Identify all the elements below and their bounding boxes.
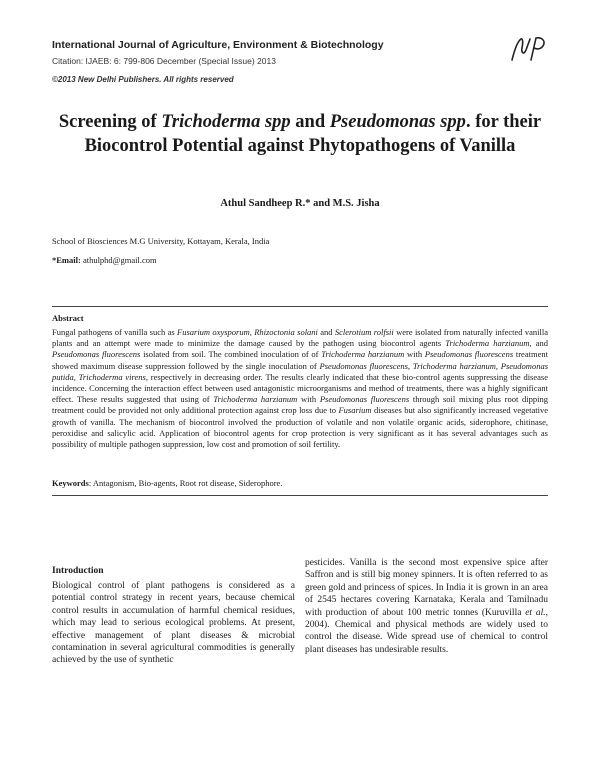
article-title: Screening of Trichoderma spp and Pseudomonas spp. for their Biocontrol Potential against Phytopathogens of Vanilla [58,112,542,156]
publisher-logo [509,34,549,64]
introduction-heading: Introduction [52,566,104,576]
keywords-label: Keywords [52,478,89,488]
intro-left-column: Biological control of plant pathogens is considered as a potential control strategy in recent years, because chemical control results in accumulation of harmful chemical residues, which may lead to serious ecological problems. At present, effective management of plant diseases & microbial contamination in several agricultural commodities is generally achieved by the use of synthetic [52,581,295,666]
authors: Athul Sandheep R.* and M.S. Jisha [220,198,380,209]
affiliation: School of Biosciences M.G University, Kottayam, Kerala, India [52,236,270,246]
email-address: athulphd@gmail.com [80,255,157,265]
email-label: *Email: [52,255,81,265]
journal-name: International Journal of Agriculture, Environment & Biotechnology [52,39,384,51]
email-line [52,255,157,265]
citation: Citation: IJAEB: 6: 799-806 December (Special Issue) 2013 [52,56,276,66]
intro-right-column: pesticides. Vanilla is the second most expensive spice after Saffron and is still big money spinners. It is often referred to as green gold and princess of spices. In India it is grown in an area of 2545 hectares covering Karnataka, Kerala and Tamilnadu with production of about 100 metric tonnes (Kuruvilla et al., 2004). Chemical and physical methods are widely used to control the disease. Wide spread use of chemical to control plant diseases has undesirable results. [305,558,548,655]
abstract-text: Fungal pathogens of vanilla such as Fusarium oxysporum, Rhizoctonia solani and Sclerotium rolfsii were isolated from naturally infected vanilla plants and an attempt were made to minimize the damage caused by the pathogen using biocontrol agents Trichoderma harzianum, and Pseudomonas fluorescens isolated from soil. The combined inoculation of of Trichoderma harzianum with Pseudomonas fluorescens treatment showed maximum disease suppression followed by the single inoculation of Pseudomonas fluorescens, Trichoderma harzianum, Pseudomonas putida, Trichoderma virens, respectively in decreasing order. The results clearly indicated that these bio-control agents suppressing the disease incidence. Concerning the interaction effect between used antagonistic microorganisms and method of treatments, there was a highly significant effect. These results suggested that using of Trichoderma harzianum with Pseudomonas fluorescens through soil mixing plus root dipping treatment could be provided not only additional protection against crop loss due to Fusarium diseases but also significantly increased vegetative growth of vanilla. The mechanism of biocontrol involved the production of volatile and non volatile organic acids, siderophore, chitinase, peroxidise and salicylic acid. Application of biocontrol agents for crop protection is very significant as it has several advantages such as possibility of multiple pathogen suppression, low cost and promotion of soil fertility. [52,327,548,450]
copyright: ©2013 New Delhi Publishers. All rights reserved [52,75,234,84]
abstract-heading: Abstract [52,313,84,323]
abstract-bottom-rule [52,495,548,496]
keywords: Keywords: Antagonism, Bio-agents, Root rot disease, Siderophore. [52,478,283,488]
abstract-top-rule [52,306,548,307]
